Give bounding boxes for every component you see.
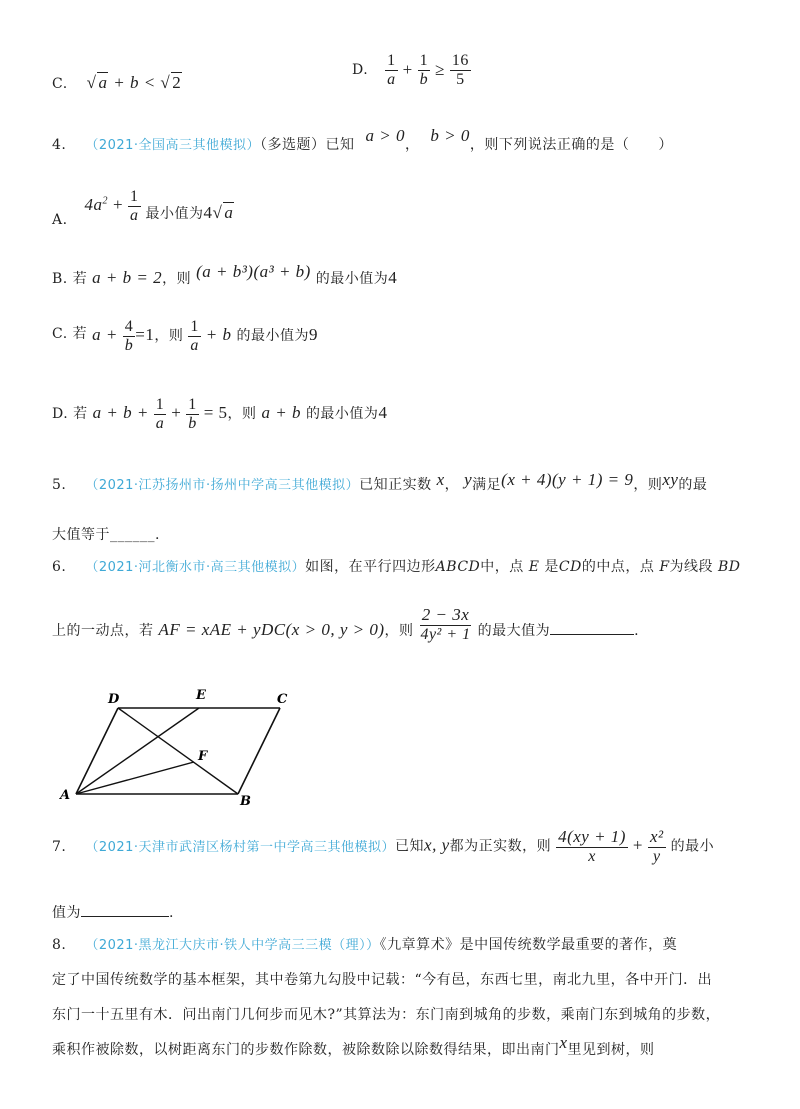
text: 满足 xyxy=(472,477,502,493)
expression: (a + b³)(a³ + b) xyxy=(196,262,311,281)
sqrt-a: a xyxy=(98,73,108,92)
fraction-4-over-b xyxy=(123,318,136,354)
denominator: a xyxy=(190,336,199,354)
q4-option-a: A. $4a^2$ + $\frac{1}{a}$ 最小值为4√ a xyxy=(52,188,234,229)
sqrt-a: a xyxy=(224,203,234,223)
label-bd: BD xyxy=(717,559,741,575)
vector-equation: AF = xAE + yDC(x > 0, y > 0) xyxy=(158,619,385,639)
question-number: 4. xyxy=(52,137,67,153)
option-text: 最小值为 xyxy=(145,206,204,223)
exponent: 2 xyxy=(102,195,109,207)
ge-sign: ≥ xyxy=(435,60,445,80)
text: 《九章算术》是中国传统数学最重要的著作，奠 xyxy=(379,937,678,953)
denominator: x xyxy=(588,847,596,865)
label-a: A xyxy=(60,788,71,803)
question-number: 5. xyxy=(52,477,67,493)
numerator: 2 − 3x xyxy=(421,605,470,624)
fraction-2 xyxy=(648,828,666,865)
text: 已知 xyxy=(395,838,425,855)
condition: (x + 4)(y + 1) = 9 xyxy=(501,470,634,489)
option-label: A. xyxy=(52,212,68,229)
answer-blank xyxy=(550,634,634,635)
text: ，则 xyxy=(633,477,663,493)
denominator: b xyxy=(188,414,197,432)
fraction-target xyxy=(418,606,472,643)
equals-5: = 5 xyxy=(203,403,228,423)
option-label: D. 若 xyxy=(52,406,88,423)
fraction-1-over-a xyxy=(154,396,167,432)
fraction-1-over-a xyxy=(188,318,201,354)
q7-stem xyxy=(52,828,714,865)
question-source: （2021·黑龙江大庆市·铁人中学高三三模（理）） xyxy=(85,938,380,953)
text: 的最大值为 xyxy=(477,622,551,639)
numerator: 4 xyxy=(124,318,134,335)
label-cd: CD xyxy=(558,559,582,575)
fraction-1-over-b xyxy=(418,52,431,88)
label-f: F xyxy=(198,749,208,764)
condition: a + b = 2 xyxy=(92,268,163,287)
comma: ， xyxy=(444,477,460,493)
value: 4 xyxy=(203,203,213,223)
var-y: y xyxy=(464,470,473,489)
q6-line2 xyxy=(52,606,639,643)
text: 都为正实数，则 xyxy=(449,838,552,855)
question-type: （多选题）已知 xyxy=(260,137,355,153)
answer-blank xyxy=(81,916,169,917)
text: 的中点，点 xyxy=(581,559,655,575)
text: 的最小 xyxy=(670,838,715,855)
numerator: 1 xyxy=(130,188,139,205)
q6-stem xyxy=(52,556,741,576)
plus-b-less: + b < xyxy=(113,73,156,92)
option-label: C. xyxy=(52,76,68,92)
numerator: 1 xyxy=(419,52,429,69)
denominator: a xyxy=(130,206,139,224)
then-text: ，则 xyxy=(162,271,192,287)
fraction-16-over-5 xyxy=(450,52,471,88)
q5-line2: 大值等于______. xyxy=(52,527,160,543)
expression: a + b xyxy=(261,403,301,423)
edge-cb xyxy=(238,708,280,794)
text: 为线段 xyxy=(669,559,714,575)
text: 上的一动点，若 xyxy=(52,622,154,639)
denominator: b xyxy=(124,336,134,354)
q5-stem xyxy=(52,470,708,494)
denominator: a xyxy=(387,70,396,88)
q8-line4 xyxy=(52,1033,655,1059)
expr-4a: 4a xyxy=(84,195,103,215)
period: . xyxy=(634,622,640,639)
denominator: 4y² + 1 xyxy=(420,625,471,643)
q4-option-c xyxy=(52,318,318,354)
edge-ad xyxy=(76,708,118,794)
numerator: 1 xyxy=(155,396,165,413)
segment-ae xyxy=(76,708,199,794)
segment-db xyxy=(118,708,238,794)
period: . xyxy=(169,905,174,921)
question-number: 6. xyxy=(52,559,67,575)
sqrt-2: 2 xyxy=(172,73,182,92)
text: 的最 xyxy=(678,477,708,493)
option-label: B. 若 xyxy=(52,271,88,287)
plus-sign: + xyxy=(171,403,182,423)
text: 中，点 xyxy=(480,559,524,575)
q4-option-b xyxy=(52,262,398,288)
denominator: a xyxy=(155,414,165,432)
question-source: （2021·河北衡水市·高三其他模拟） xyxy=(85,560,306,575)
segment-af xyxy=(76,762,194,794)
text: 是 xyxy=(544,559,559,575)
question-number: 8. xyxy=(52,937,67,953)
text: 已知正实数 xyxy=(359,477,432,493)
question-source: （2021·江苏扬州市·扬州中学高三其他模拟） xyxy=(85,478,360,493)
denominator: 5 xyxy=(456,70,465,88)
label-abcd: ABCD xyxy=(435,559,481,575)
then-text: ，则 xyxy=(227,406,257,423)
label-e: E xyxy=(528,559,540,575)
comma: ， xyxy=(404,137,420,153)
var-x: x xyxy=(559,1033,568,1052)
option-text: 的最小值为 xyxy=(315,271,389,287)
label-d: D xyxy=(108,692,120,707)
label-f: F xyxy=(659,559,670,575)
numerator: 1 xyxy=(190,318,199,335)
condition-b: b > 0 xyxy=(430,126,470,145)
equals-1: =1 xyxy=(135,325,155,345)
question-source: （2021·天津市武清区杨村第一中学高三其他模拟） xyxy=(85,839,396,855)
option-label: C. 若 xyxy=(52,326,88,343)
option-text: 的最小值为 xyxy=(305,406,379,423)
label-b: B xyxy=(240,794,251,809)
q4-stem xyxy=(52,126,673,154)
numerator: 1 xyxy=(188,396,197,413)
option-c-expression: √ a + b < √ 2 xyxy=(86,73,182,92)
value: 4 xyxy=(378,403,388,423)
q4-option-d xyxy=(52,396,387,432)
expr-xy: xy xyxy=(662,470,679,489)
option-text: 的最小值为 xyxy=(236,328,309,345)
plus-b: + b xyxy=(205,325,232,345)
numerator: 1 xyxy=(387,52,396,69)
q7-line2 xyxy=(52,902,174,922)
parallelogram-figure xyxy=(50,680,310,810)
numerator: 4(xy + 1) xyxy=(558,827,626,846)
text: 乘积作被除数，以树距离东门的步数作除数，被除数除以除数得结果，即出南门 xyxy=(52,1042,560,1058)
fraction-1-over-b xyxy=(186,396,199,432)
denominator: y xyxy=(652,847,661,865)
q8-line2: 定了中国传统数学的基本框架，其中卷第九勾股中记载：“今有邑，东西七里，南北九里，各中开门．出 xyxy=(52,972,713,988)
condition-a: a > 0 xyxy=(365,126,405,145)
question-number: 7. xyxy=(52,838,67,855)
text: 如图，在平行四边形 xyxy=(305,559,436,575)
option-label: D. xyxy=(352,62,369,79)
value: 9 xyxy=(308,325,318,345)
plus-sign: + xyxy=(402,60,413,80)
q3-option-c xyxy=(52,72,182,93)
question-tail: ，则下列说法正确的是（ ） xyxy=(469,137,673,153)
question-source: （2021·全国高三其他模拟） xyxy=(85,138,261,153)
plus-sign: + xyxy=(112,195,124,215)
numerator: x² xyxy=(649,827,664,846)
value: 4 xyxy=(388,268,398,287)
fraction-1-over-a xyxy=(385,52,398,88)
numerator: 16 xyxy=(451,52,469,69)
a-plus: a + xyxy=(92,325,118,345)
q8-line3: 东门一十五里有木．问出南门几何步而见木?”其算法为：东门南到城角的步数，乘南门东到城角的步数， xyxy=(52,1007,721,1023)
var-x: x xyxy=(436,470,445,489)
denominator: b xyxy=(419,70,429,88)
plus-sign: + xyxy=(632,835,644,855)
text: 里见到树，则 xyxy=(567,1042,655,1058)
fraction-1 xyxy=(556,828,628,865)
label-e: E xyxy=(196,688,206,703)
text: ，则 xyxy=(384,622,414,639)
vars-xy: x, y xyxy=(424,835,450,855)
a-plus-b-plus: a + b + xyxy=(92,403,149,423)
label-c: C xyxy=(277,692,288,707)
q3-option-d xyxy=(352,52,471,88)
text: 值为 xyxy=(52,905,81,921)
q8-stem xyxy=(52,934,677,954)
fraction-1-over-a xyxy=(128,188,141,224)
then-text: ，则 xyxy=(154,328,184,345)
